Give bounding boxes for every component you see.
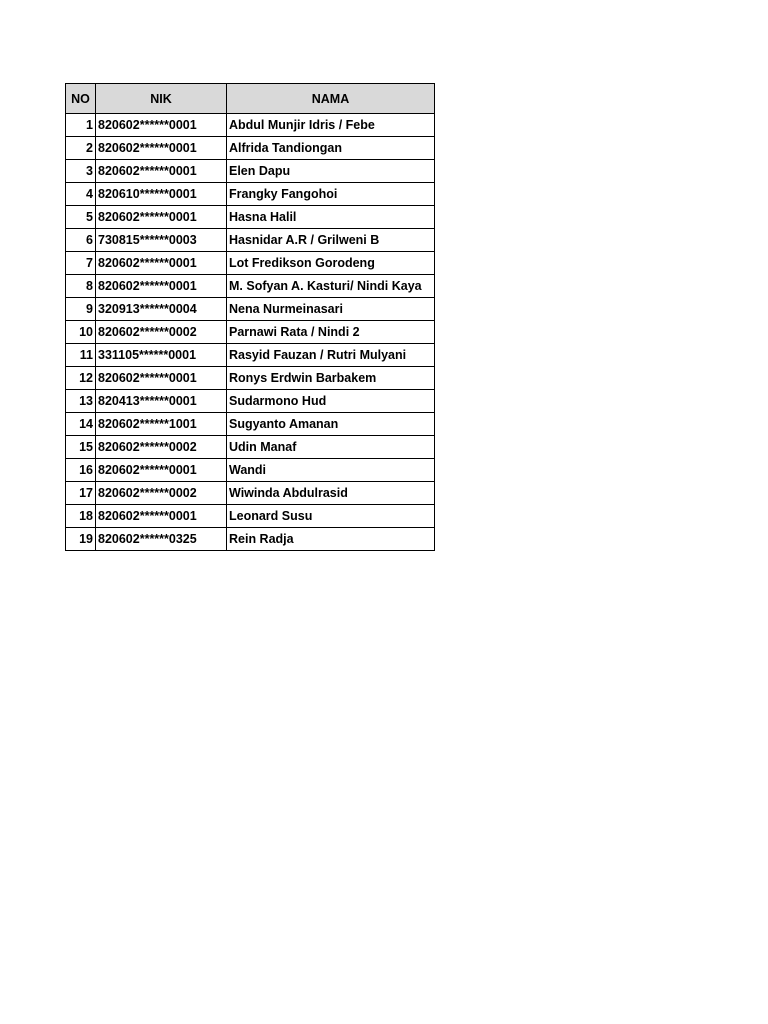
- table-row: [66, 252, 435, 275]
- row-number-cell: 1: [66, 114, 96, 137]
- table-row: [66, 160, 435, 183]
- row-number-cell: 2: [66, 137, 96, 160]
- name-cell: Rein Radja: [227, 528, 435, 551]
- nik-cell: 820602******0001: [96, 367, 227, 390]
- table-row: [66, 298, 435, 321]
- name-cell: Alfrida Tandiongan: [227, 137, 435, 160]
- table-row: [66, 436, 435, 459]
- row-number-cell: 14: [66, 413, 96, 436]
- row-number-cell: 5: [66, 206, 96, 229]
- row-number-cell: 18: [66, 505, 96, 528]
- nik-cell: 820602******0001: [96, 459, 227, 482]
- nik-cell: 820602******0001: [96, 137, 227, 160]
- table-row: [66, 114, 435, 137]
- column-header-nik: NIK: [96, 84, 227, 114]
- table-row: [66, 137, 435, 160]
- nik-cell: 820602******0002: [96, 482, 227, 505]
- name-cell: Nena Nurmeinasari: [227, 298, 435, 321]
- nik-cell: 320913******0004: [96, 298, 227, 321]
- name-cell: Ronys Erdwin Barbakem: [227, 367, 435, 390]
- table-header: [66, 84, 435, 114]
- nik-cell: 820602******0001: [96, 252, 227, 275]
- table-row: [66, 528, 435, 551]
- table-row: [66, 367, 435, 390]
- row-number-cell: 15: [66, 436, 96, 459]
- name-cell: M. Sofyan A. Kasturi/ Nindi Kaya: [227, 275, 435, 298]
- name-cell: Hasna Halil: [227, 206, 435, 229]
- table-row: [66, 206, 435, 229]
- nik-cell: 820602******0001: [96, 206, 227, 229]
- row-number-cell: 19: [66, 528, 96, 551]
- table-row: [66, 482, 435, 505]
- name-cell: Wandi: [227, 459, 435, 482]
- nik-cell: 730815******0003: [96, 229, 227, 252]
- table-row: [66, 229, 435, 252]
- column-header-no: NO: [66, 84, 96, 114]
- name-cell: Wiwinda Abdulrasid: [227, 482, 435, 505]
- row-number-cell: 17: [66, 482, 96, 505]
- header-row: [66, 84, 435, 114]
- row-number-cell: 9: [66, 298, 96, 321]
- nik-cell: 820602******0002: [96, 321, 227, 344]
- row-number-cell: 13: [66, 390, 96, 413]
- row-number-cell: 8: [66, 275, 96, 298]
- table-row: [66, 390, 435, 413]
- nik-cell: 820610******0001: [96, 183, 227, 206]
- table-row: [66, 275, 435, 298]
- name-cell: Frangky Fangohoi: [227, 183, 435, 206]
- row-number-cell: 6: [66, 229, 96, 252]
- name-cell: Udin Manaf: [227, 436, 435, 459]
- row-number-cell: 10: [66, 321, 96, 344]
- nik-cell: 820602******0001: [96, 505, 227, 528]
- table-row: [66, 505, 435, 528]
- table-row: [66, 183, 435, 206]
- name-cell: Abdul Munjir Idris / Febe: [227, 114, 435, 137]
- name-cell: Sudarmono Hud: [227, 390, 435, 413]
- name-cell: Rasyid Fauzan / Rutri Mulyani: [227, 344, 435, 367]
- nik-cell: 820602******0001: [96, 114, 227, 137]
- table-row: [66, 413, 435, 436]
- table-row: [66, 321, 435, 344]
- row-number-cell: 12: [66, 367, 96, 390]
- name-cell: Lot Fredikson Gorodeng: [227, 252, 435, 275]
- name-cell: Hasnidar A.R / Grilweni B: [227, 229, 435, 252]
- table-row: [66, 344, 435, 367]
- table-row: [66, 459, 435, 482]
- nik-cell: 820602******0325: [96, 528, 227, 551]
- document-page: [65, 83, 435, 551]
- name-cell: Leonard Susu: [227, 505, 435, 528]
- data-table: [65, 83, 435, 551]
- name-cell: Parnawi Rata / Nindi 2: [227, 321, 435, 344]
- row-number-cell: 11: [66, 344, 96, 367]
- row-number-cell: 16: [66, 459, 96, 482]
- nik-cell: 820602******0001: [96, 275, 227, 298]
- nik-cell: 820602******1001: [96, 413, 227, 436]
- table-body: [66, 114, 435, 551]
- name-cell: Sugyanto Amanan: [227, 413, 435, 436]
- row-number-cell: 4: [66, 183, 96, 206]
- nik-cell: 331105******0001: [96, 344, 227, 367]
- nik-cell: 820602******0002: [96, 436, 227, 459]
- nik-cell: 820602******0001: [96, 160, 227, 183]
- name-cell: Elen Dapu: [227, 160, 435, 183]
- column-header-nama: NAMA: [227, 84, 435, 114]
- nik-cell: 820413******0001: [96, 390, 227, 413]
- row-number-cell: 3: [66, 160, 96, 183]
- row-number-cell: 7: [66, 252, 96, 275]
